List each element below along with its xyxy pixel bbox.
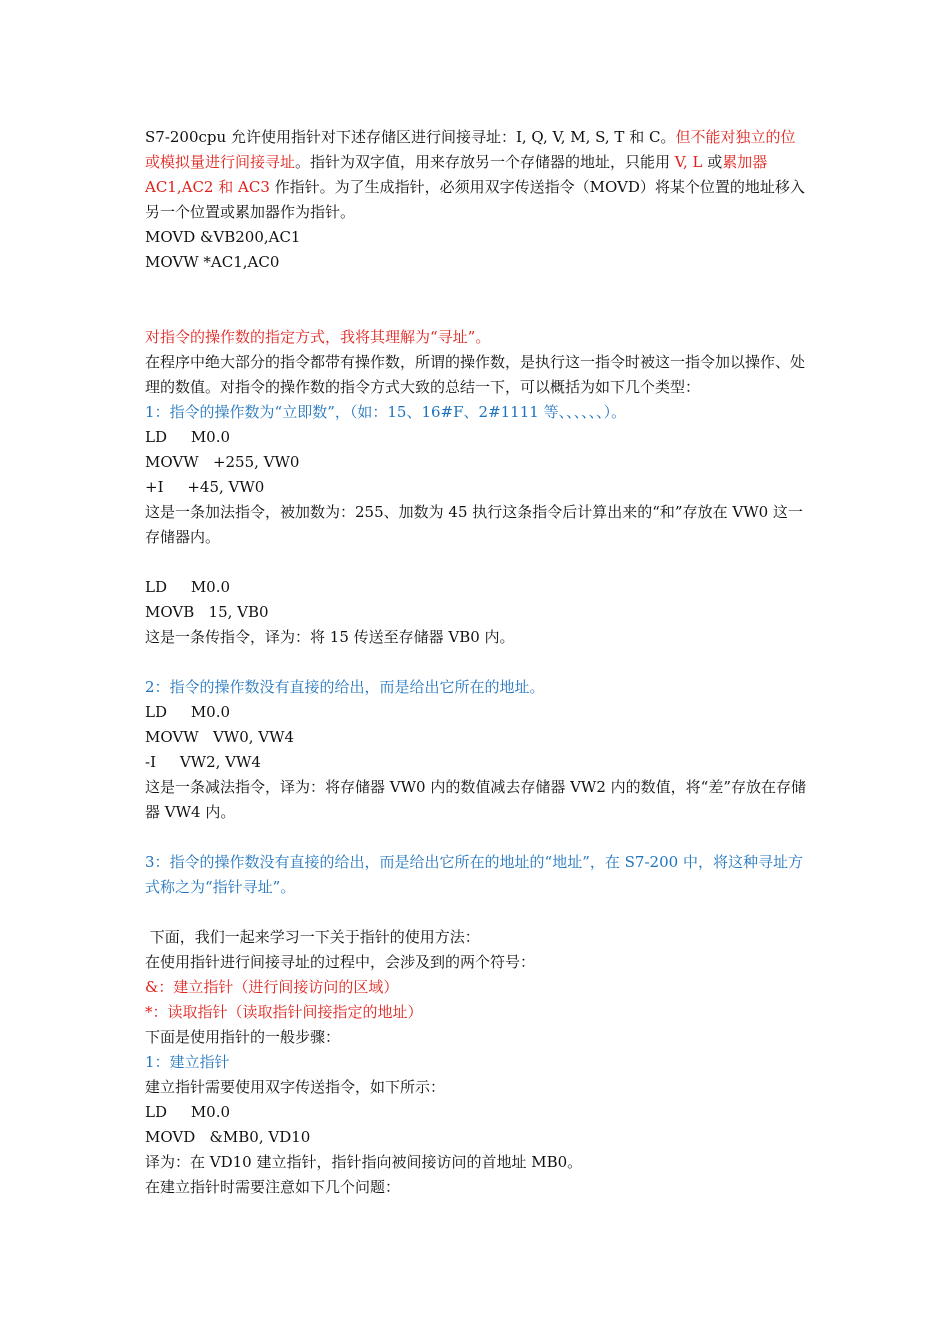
blank-line bbox=[145, 300, 810, 325]
addressing-heading: 对指令的操作数的指定方式，我将其理解为“寻址”。 bbox=[145, 328, 491, 346]
document-body bbox=[145, 125, 810, 1200]
code-line: LD M0.0 bbox=[145, 703, 231, 721]
type3-heading: 3：指令的操作数没有直接的给出，而是给出它所在的地址的“地址”，在 S7-200 中，将这种寻址方式称之为“指针寻址”。 bbox=[145, 853, 803, 896]
code-line: LD M0.0 bbox=[145, 578, 231, 596]
code-line: MOVD &VB200,AC1 bbox=[145, 228, 301, 246]
step1-description: 建立指针需要使用双字传送指令，如下所示： bbox=[145, 1078, 446, 1096]
symbol-asterisk: *：读取指针（读取指针间接指定的地址） bbox=[145, 1003, 423, 1021]
code-line: MOVW +255, VW0 bbox=[145, 453, 300, 471]
blank-line bbox=[145, 650, 810, 675]
intro-highlight: 但不能对独立的位或模拟量进行间接寻址 bbox=[145, 128, 796, 171]
steps-intro: 下面是使用指针的一般步骤： bbox=[145, 1028, 341, 1046]
code-line: MOVW *AC1,AC0 bbox=[145, 253, 280, 271]
blank-line bbox=[145, 275, 810, 300]
type1-description-b: 这是一条传指令，译为：将 15 传送至存储器 VB0 内。 bbox=[145, 628, 515, 646]
code-line: MOVW VW0, VW4 bbox=[145, 728, 295, 746]
code-line: MOVD &MB0, VD10 bbox=[145, 1128, 311, 1146]
type2-heading: 2：指令的操作数没有直接的给出，而是给出它所在的地址。 bbox=[145, 678, 545, 696]
code-line: MOVB 15, VB0 bbox=[145, 603, 269, 621]
code-line: -I VW2, VW4 bbox=[145, 753, 261, 771]
type1-description-a: 这是一条加法指令，被加数为：255、加数为 45 执行这条指令后计算出来的“和”存放在 VW0 这一存储器内。 bbox=[145, 503, 803, 546]
code-line: LD M0.0 bbox=[145, 428, 231, 446]
blank-line bbox=[145, 550, 810, 575]
blank-line bbox=[145, 900, 810, 925]
step1-translation: 译为：在 VD10 建立指针，指针指向被间接访问的首地址 MB0。 bbox=[145, 1153, 583, 1171]
pointer-intro: 下面，我们一起来学习一下关于指针的使用方法： bbox=[145, 928, 480, 946]
intro-paragraph: S7-200cpu 允许使用指针对下述存储区进行间接寻址：I, Q, V, M, S, T 和 C。但不能对独立的位或模拟量进行间接寻址。指针为双字值，用来存放另一个存储器的地址，只能用 V, L 或累加器 AC1,AC2 和 AC3 作指针。为了生成指针，必须用双字传送指令（MOVD）将某个位置的地址移入另一个位置或累加器作为指针。 bbox=[145, 128, 805, 221]
notes-intro: 在建立指针时需要注意如下几个问题： bbox=[145, 1178, 401, 1196]
addressing-paragraph: 在程序中绝大部分的指令都带有操作数，所谓的操作数，是执行这一指令时被这一指令加以操作、处理的数值。对指令的操作数的指令方式大致的总结一下，可以概括为如下几个类型： bbox=[145, 353, 806, 396]
blank-line bbox=[145, 825, 810, 850]
step1-heading: 1：建立指针 bbox=[145, 1053, 230, 1071]
pointer-symbols-intro: 在使用指针进行间接寻址的过程中，会涉及到的两个符号： bbox=[145, 953, 536, 971]
type2-description: 这是一条减法指令，译为：将存储器 VW0 内的数值减去存储器 VW2 内的数值，将“差”存放在存储器 VW4 内。 bbox=[145, 778, 807, 821]
code-line: LD M0.0 bbox=[145, 1103, 231, 1121]
type1-heading: 1：指令的操作数为“立即数”，（如：15、16#F、2#1111 等、、、、、、）。 bbox=[145, 403, 627, 421]
code-line: +I +45, VW0 bbox=[145, 478, 265, 496]
symbol-ampersand: &：建立指针（进行间接访问的区域） bbox=[145, 978, 399, 996]
